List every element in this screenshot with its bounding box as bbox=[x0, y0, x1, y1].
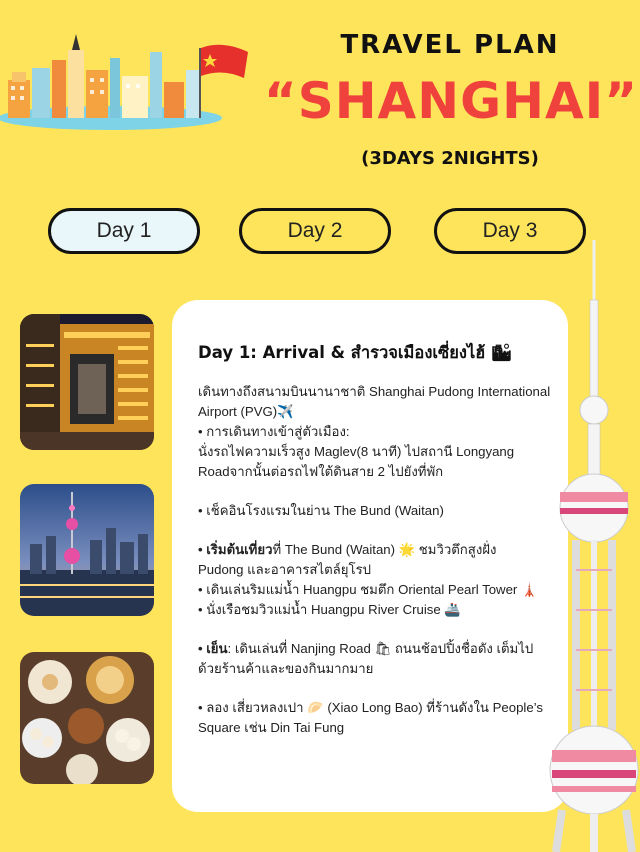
itinerary-line: • เดินเล่นริมแม่น้ำ Huangpu ชมตึก Oriental Pearl Tower 🗼 bbox=[198, 582, 538, 597]
itinerary-line: Pudong และอาคารสไตล์ยุโรป bbox=[198, 562, 372, 577]
itinerary-line: Square เช่น Din Tai Fung bbox=[198, 720, 345, 735]
tab-day-1[interactable]: Day 1 bbox=[48, 208, 200, 254]
itinerary-line: เดินทางถึงสนามบินนานาชาติ Shanghai Pudong International bbox=[198, 384, 551, 399]
itinerary-card bbox=[172, 300, 568, 812]
itinerary-title: Day 1: Arrival & สำรวจเมืองเซี่ยงไฮ้ 🏙 bbox=[198, 343, 513, 362]
itinerary-line: • เช็คอินโรงแรมในย่าน The Bund (Waitan) bbox=[198, 503, 444, 518]
subtitle-duration: (3DAYS 2NIGHTS) bbox=[361, 148, 539, 169]
title-travel-plan: TRAVEL PLAN bbox=[340, 30, 560, 60]
tab-day-3[interactable]: Day 3 bbox=[434, 208, 586, 254]
oriental-pearl-tower-illustration bbox=[548, 240, 640, 852]
itinerary-body bbox=[198, 382, 558, 738]
itinerary-line: Roadจากนั้นต่อรถไฟใต้ดินสาย 2 ไปยังที่พัก bbox=[198, 464, 444, 479]
photo-food bbox=[20, 652, 154, 784]
itinerary-line: ด้วยร้านค้าและของกินมากมาย bbox=[198, 661, 374, 676]
itinerary-line: นั่งรถไฟความเร็วสูง Maglev(8 นาที) ไปสถานี Longyang bbox=[198, 444, 515, 459]
itinerary-line: • การเดินทางเข้าสู่ตัวเมือง: bbox=[198, 424, 350, 439]
label-start-touring: • เริ่มต้นเที่ยว bbox=[198, 542, 273, 557]
itinerary-line: • ลอง เสี่ยวหลงเปา 🥟 (Xiao Long Bao) ที่ร้านดังใน People’s bbox=[198, 700, 543, 715]
itinerary-line: • เย็น: เดินเล่นที่ Nanjing Road 🛍 ถนนช้อปปิ้งชื่อดัง เต็มไป bbox=[198, 641, 534, 656]
label-evening: • เย็น bbox=[198, 641, 228, 656]
itinerary-line: • นั่งเรือชมวิวแม่น้ำ Huangpu River Cruise 🚢 bbox=[198, 602, 461, 617]
shanghai-skyline-illustration bbox=[0, 30, 260, 130]
tab-day-2[interactable]: Day 2 bbox=[239, 208, 391, 254]
photo-pudong-skyline bbox=[20, 484, 154, 616]
itinerary-line: Airport (PVG)✈️ bbox=[198, 404, 294, 419]
photo-nanjing-road bbox=[20, 314, 154, 450]
itinerary-line: • เริ่มต้นเที่ยวที่ The Bund (Waitan) 🌟 ชมวิวตึกสูงฝั่ง bbox=[198, 542, 497, 557]
title-shanghai: “SHANGHAI” bbox=[263, 72, 639, 130]
